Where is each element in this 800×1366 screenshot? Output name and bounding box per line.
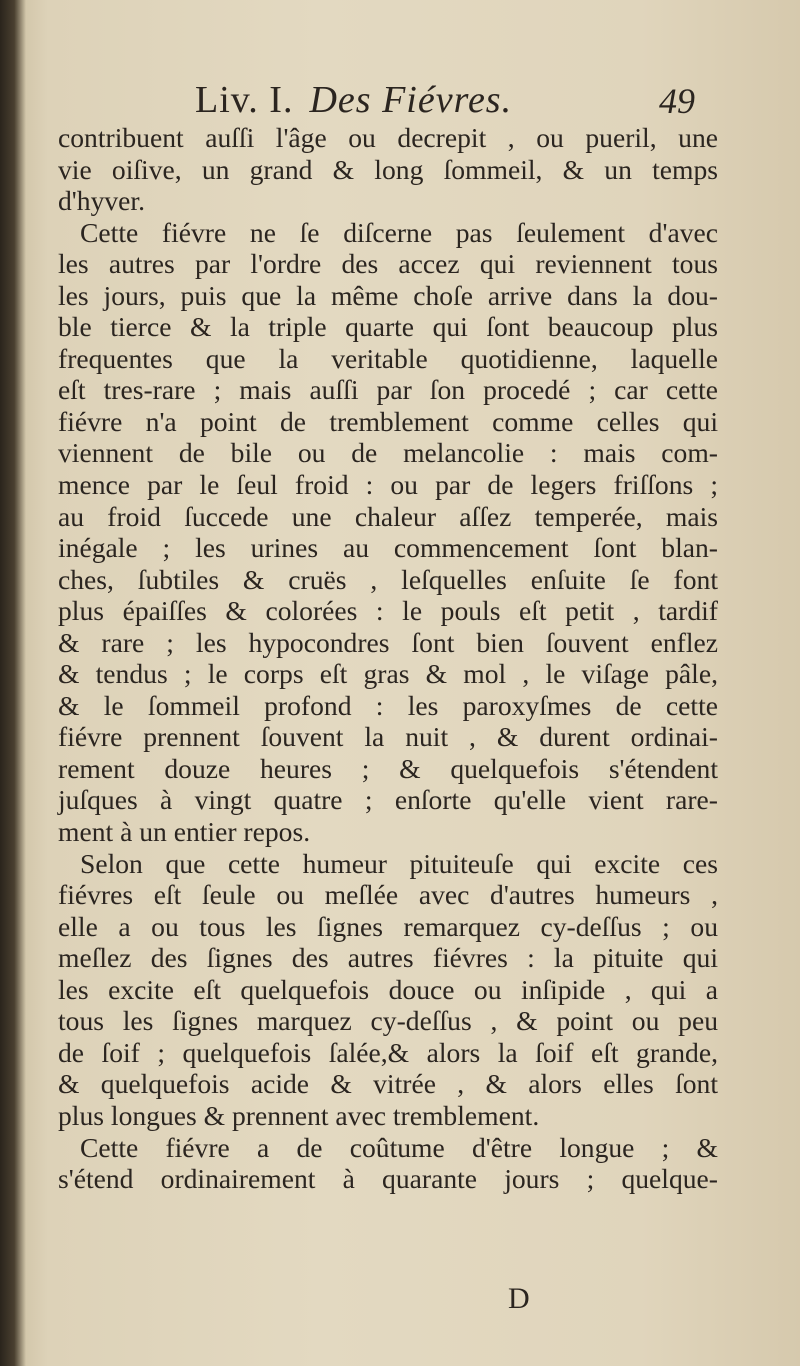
text-line: fiévres eſt ſeule ou meſlée avec d'autres humeurs ,	[58, 879, 718, 911]
text-line: & rare ; les hypocondres ſont bien ſouvent enflez	[58, 626, 718, 658]
text-line: eſt tres-rare ; mais auſſi par ſon procedé ; car cette	[58, 374, 718, 406]
text-line: inégale ; les urines au commencement ſont blan-	[58, 532, 718, 564]
text-line: plus épaiſſes & colorées : le pouls eſt petit , tardif	[58, 595, 718, 627]
text-line: de ſoif ; quelquefois ſalée,& alors la ſoif eſt grande,	[58, 1036, 718, 1068]
binding-gutter	[0, 0, 26, 1366]
text-line: rement douze heures ; & quelquefois s'étendent	[58, 752, 718, 784]
text-line: Cette fiévre ne ſe diſcerne pas ſeulement d'avec	[80, 216, 718, 248]
page-number: 49	[659, 81, 695, 121]
text-line: s'étend ordinairement à quarante jours ; quelque-	[58, 1163, 718, 1195]
page-header	[195, 78, 695, 128]
text-line: viennent de bile ou de melancolie : mais com-	[58, 437, 718, 469]
text-line: & quelquefois acide & vitrée , & alors elles ſont	[58, 1068, 718, 1100]
text-line: les excite eſt quelquefois douce ou inſipide , qui a	[58, 973, 718, 1005]
text-line: & le ſommeil profond : les paroxyſmes de cette	[58, 689, 718, 721]
text-line: meſlez des ſignes des autres fiévres : la pituite qui	[58, 942, 718, 974]
running-head	[195, 78, 512, 122]
text-line: d'hyver.	[58, 185, 145, 217]
text-line: juſques à vingt quatre ; enſorte qu'elle vient rare-	[58, 784, 718, 816]
text-line: ment à un entier repos.	[58, 816, 311, 848]
running-head-book: Liv. I.	[195, 79, 294, 121]
text-line: contribuent auſſi l'âge ou decrepit , ou pueril, une	[58, 122, 718, 153]
text-line: au froid ſuccede une chaleur aſſez temperée, mais	[58, 500, 718, 532]
text-line: vie oiſive, un grand & long ſommeil, & un temps	[58, 153, 718, 185]
text-line: & tendus ; le corps eſt gras & mol , le viſage pâle,	[58, 658, 718, 690]
text-line: tous les ſignes marquez cy-deſſus , & point ou peu	[58, 1005, 718, 1037]
text-line: les autres par l'ordre des accez qui reviennent tous	[58, 248, 718, 280]
text-line: plus longues & prennent avec tremblement.	[58, 1099, 540, 1131]
signature-mark: D	[508, 1282, 530, 1315]
body-text	[58, 122, 718, 1195]
text-line: frequentes que la veritable quotidienne, laquelle	[58, 342, 718, 374]
text-line: fiévre n'a point de tremblement comme celles qui	[58, 405, 718, 437]
text-line: Cette fiévre a de coûtume d'être longue ; &	[80, 1131, 718, 1163]
text-line: mence par le ſeul froid : ou par de legers friſſons ;	[58, 469, 718, 501]
text-line: Selon que cette humeur pituiteuſe qui excite ces	[80, 847, 718, 879]
text-line: ble tierce & la triple quarte qui ſont beaucoup plus	[58, 311, 718, 343]
running-head-title: Des Fiévres.	[309, 79, 513, 121]
text-line: les jours, puis que la même choſe arrive dans la dou-	[58, 279, 718, 311]
text-line: ches, ſubtiles & cruës , leſquelles enſuite ſe font	[58, 563, 718, 595]
text-line: elle a ou tous les ſignes remarquez cy-deſſus ; ou	[58, 910, 718, 942]
text-line: fiévre prennent ſouvent la nuit , & durent ordinai-	[58, 721, 718, 753]
